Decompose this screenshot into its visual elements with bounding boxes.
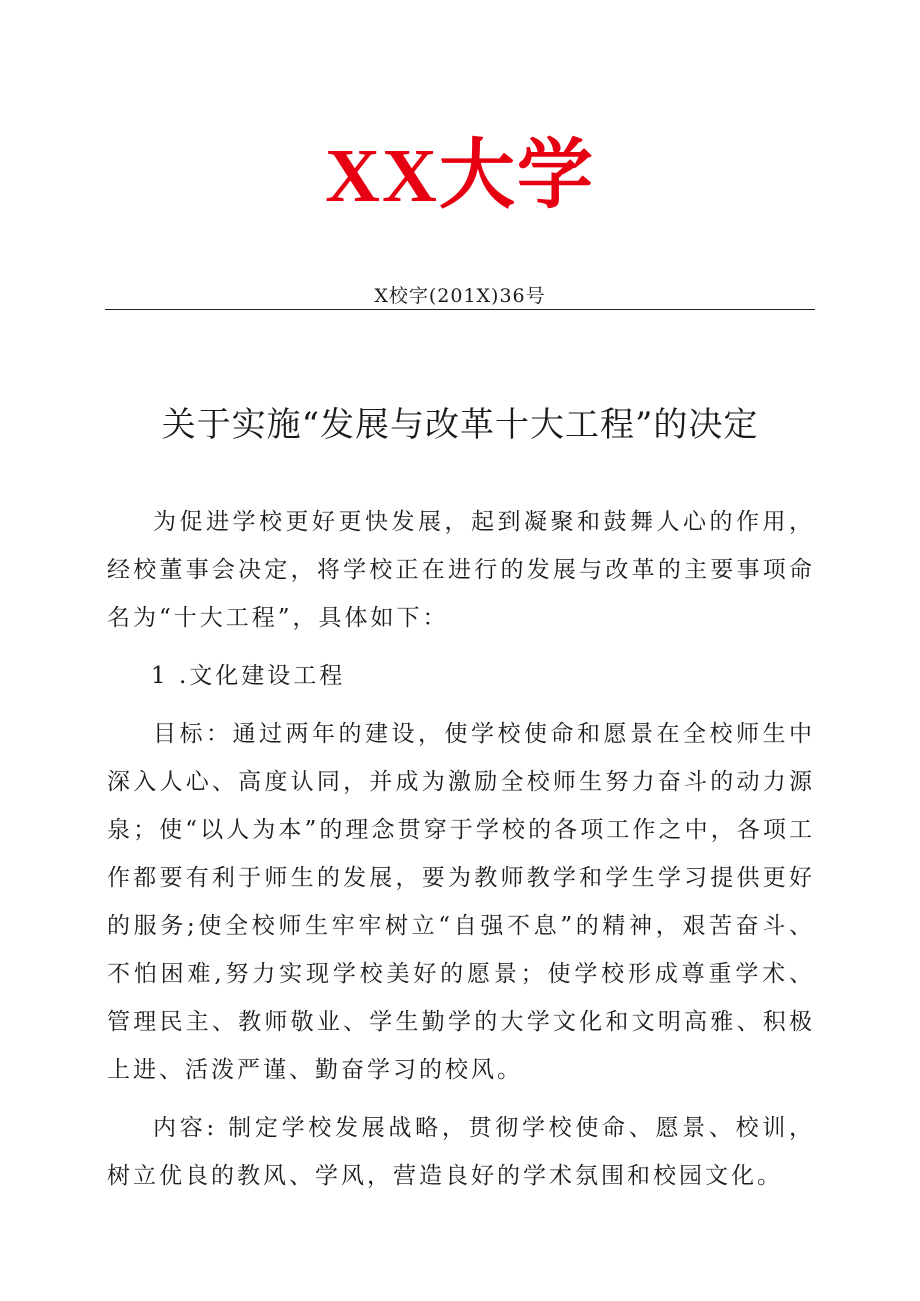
goal-paragraph: 目标：通过两年的建设，使学校使命和愿景在全校师生中深入人心、高度认同，并成为激励全校师生努力奋斗的动力源泉；使“以人为本”的理念贯穿于学校的各项工作之中，各项工作都要有利于师生的发展，要为教师教学和学生学习提供更好的服务;使全校师生牢牢树立“自强不息”的精神，艰苦奋斗、不怕困难,努力实现学校美好的愿景；使学校形成尊重学术、管理民主、教师敬业、学生勤学的大学文化和文明高雅、积极上进、活泼严谨、勤奋学习的校风。 — [107, 721, 815, 1083]
header-divider — [105, 309, 815, 310]
document-body — [107, 498, 815, 1210]
intro-paragraph: 为促进学校更好更快发展，起到凝聚和鼓舞人心的作用，经校董事会决定，将学校正在进行的发展与改革的主要事项命名为“十大工程”，具体如下： — [107, 509, 815, 631]
document-title: 关于实施“发展与改革十大工程”的决定 — [161, 405, 759, 445]
section-heading: 1 .文化建设工程 — [151, 663, 346, 689]
document-number: X校字(201X)36号 — [374, 285, 546, 307]
school-name-masthead: XX大学 — [325, 134, 595, 218]
content-paragraph: 内容: 制定学校发展战略，贯彻学校使命、愿景、校训，树立优良的教风、学风，营造良好的学术氛围和校园文化。 — [107, 1115, 815, 1189]
